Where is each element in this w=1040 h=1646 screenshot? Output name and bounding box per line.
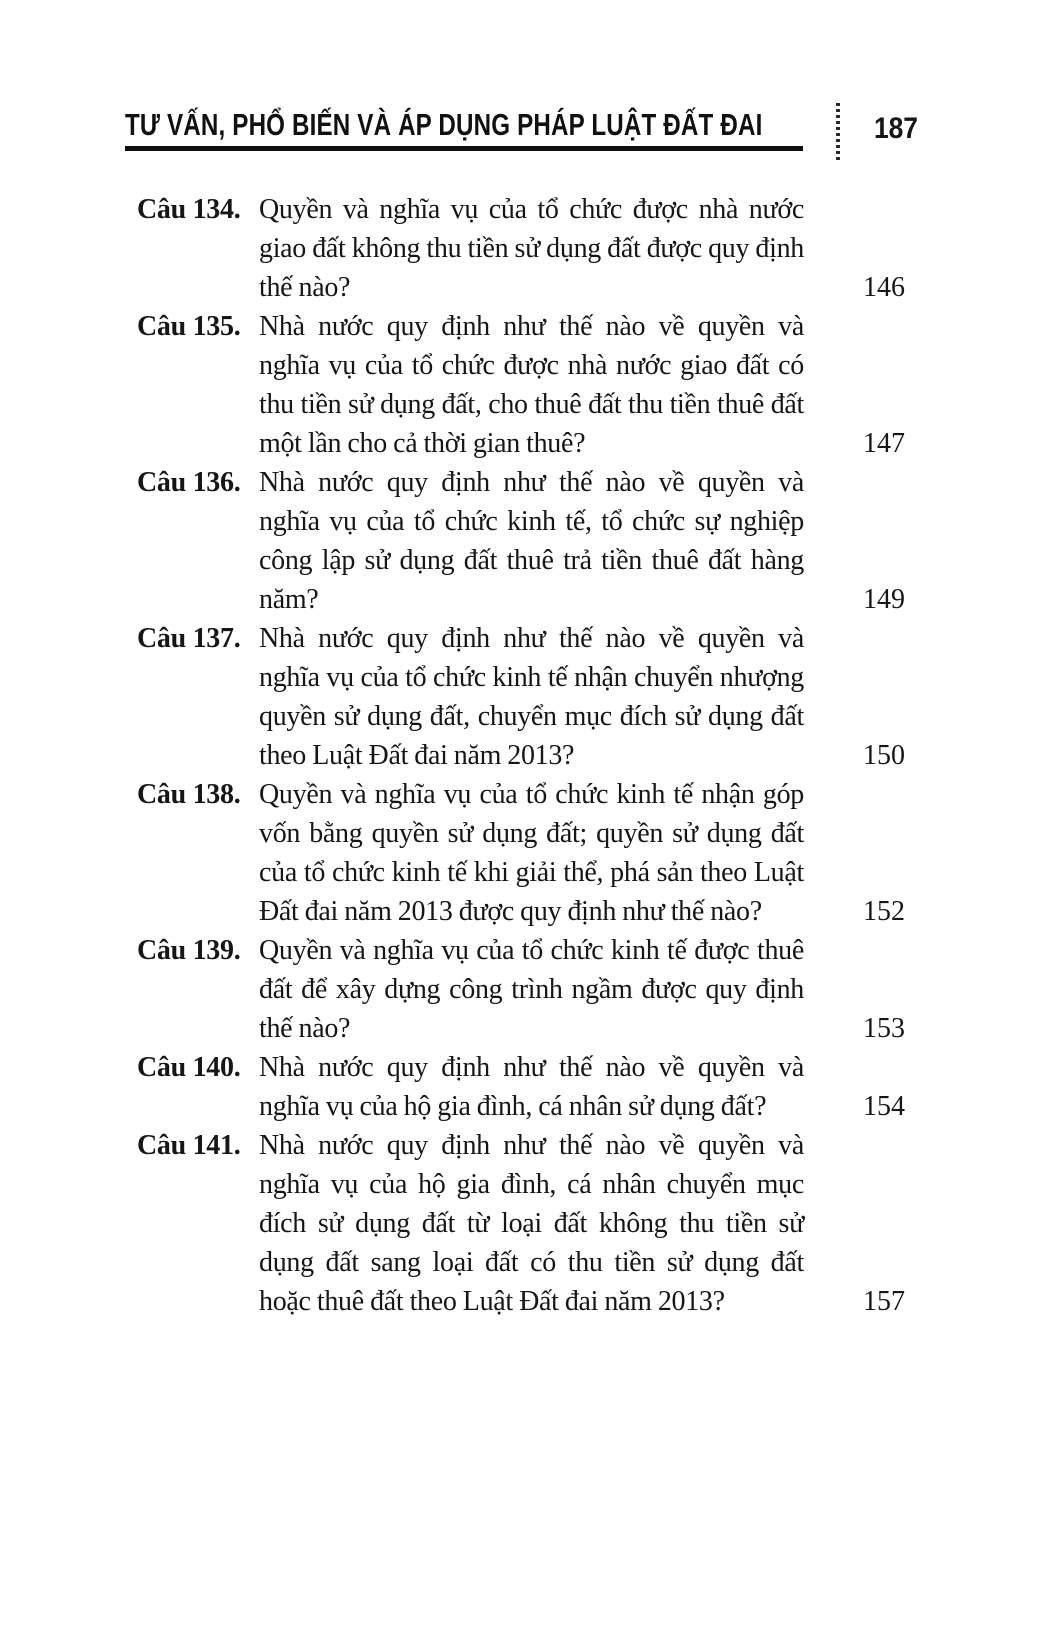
toc-entry <box>137 190 905 307</box>
dotted-divider-ornament <box>836 103 840 163</box>
toc-entry <box>137 463 905 619</box>
entry-page-number: 157 <box>863 1286 905 1317</box>
toc-entry <box>137 931 905 1048</box>
toc-entry <box>137 1048 905 1126</box>
entry-page-number: 149 <box>863 584 905 615</box>
entry-page-number: 152 <box>863 896 905 927</box>
table-of-contents <box>137 190 905 1321</box>
toc-entry <box>137 307 905 463</box>
entry-question: Quyền và nghĩa vụ của tổ chức kinh tế được thuê đất để xây dựng công trình ngầm được quy định thế nào? <box>259 935 804 1044</box>
entry-label: Câu 138. <box>137 779 241 810</box>
entry-page-number: 146 <box>863 272 905 303</box>
entry-question: Nhà nước quy định như thế nào về quyền và nghĩa vụ của tổ chức kinh tế, tổ chức sự nghiệp công lập sử dụng đất thuê trả tiền thuê đất hàng năm? <box>259 467 804 615</box>
entry-question: Quyền và nghĩa vụ của tổ chức được nhà nước giao đất không thu tiền sử dụng đất được quy định thế nào? <box>259 194 804 303</box>
entry-label: Câu 136. <box>137 467 241 498</box>
entry-label: Câu 141. <box>137 1130 241 1161</box>
entry-question: Quyền và nghĩa vụ của tổ chức kinh tế nhận góp vốn bằng quyền sử dụng đất; quyền sử dụng đất của tổ chức kinh tế khi giải thể, phá sản theo Luật Đất đai năm 2013 được quy định như thế nào? <box>259 779 804 927</box>
entry-question: Nhà nước quy định như thế nào về quyền và nghĩa vụ của hộ gia đình, cá nhân sử dụng đất? <box>259 1052 804 1122</box>
entry-question: Nhà nước quy định như thế nào về quyền và nghĩa vụ của tổ chức được nhà nước giao đất có thu tiền sử dụng đất, cho thuê đất thu tiền thuê đất một lần cho cả thời gian thuê? <box>259 311 804 459</box>
entry-page-number: 153 <box>863 1013 905 1044</box>
page-number: 187 <box>873 112 918 145</box>
entry-page-number: 154 <box>863 1091 905 1122</box>
header-rule <box>125 146 803 151</box>
entry-question: Nhà nước quy định như thế nào về quyền và nghĩa vụ của hộ gia đình, cá nhân chuyển mục đích sử dụng đất từ loại đất không thu tiền sử dụng đất sang loại đất có thu tiền sử dụng đất hoặc thuê đất theo Luật Đất đai năm 2013? <box>259 1130 804 1317</box>
entry-label: Câu 140. <box>137 1052 241 1083</box>
toc-entry <box>137 619 905 775</box>
toc-entry <box>137 1126 905 1321</box>
entry-label: Câu 139. <box>137 935 241 966</box>
entry-page-number: 150 <box>863 740 905 771</box>
entry-label: Câu 135. <box>137 311 241 342</box>
entry-question: Nhà nước quy định như thế nào về quyền và nghĩa vụ của tổ chức kinh tế nhận chuyển nhượng quyền sử dụng đất, chuyển mục đích sử dụng đất theo Luật Đất đai năm 2013? <box>259 623 804 771</box>
running-header <box>125 108 917 164</box>
entry-page-number: 147 <box>863 428 905 459</box>
entry-label: Câu 134. <box>137 194 241 225</box>
entry-label: Câu 137. <box>137 623 241 654</box>
running-header-title: TƯ VẤN, PHỔ BIẾN VÀ ÁP DỤNG PHÁP LUẬT ĐẤT ĐAI <box>125 107 763 142</box>
toc-entry <box>137 775 905 931</box>
